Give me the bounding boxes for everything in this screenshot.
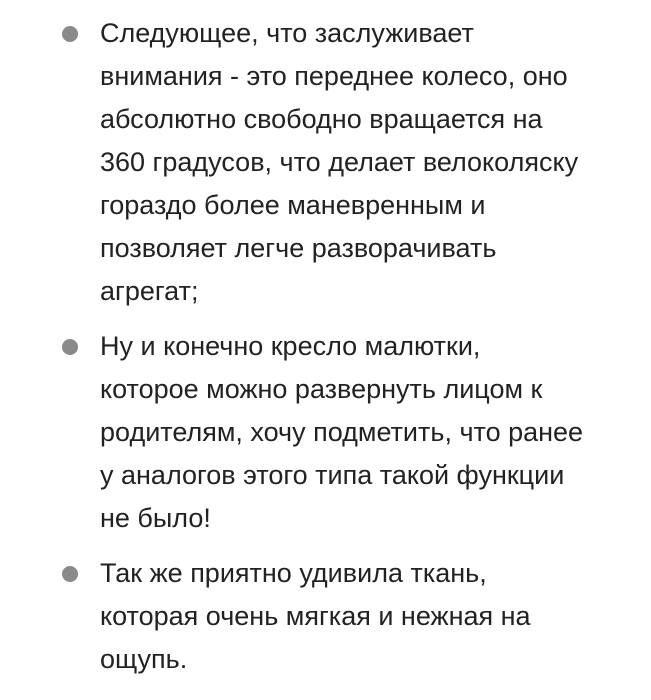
bullet-dot-icon — [62, 26, 78, 42]
bullet-dot-icon — [62, 566, 78, 582]
list-item-text: Ну и конечно кресло малютки, которое можно развернуть лицом к родителям, хочу подметить, что ранее у аналогов этого типа такой функции не было! — [100, 331, 584, 533]
list-item-text: Следующее, что заслуживает внимания - это переднее колесо, оно абсолютно свободно вращается на 360 градусов, что делает велоколяску гораздо более маневренным и позволяет легче разворачивать агрегат; — [100, 18, 579, 306]
bullet-dot-icon — [62, 339, 78, 355]
list-item-text: Так же приятно удивила ткань, которая очень мягкая и нежная на ощупь. — [100, 558, 531, 674]
